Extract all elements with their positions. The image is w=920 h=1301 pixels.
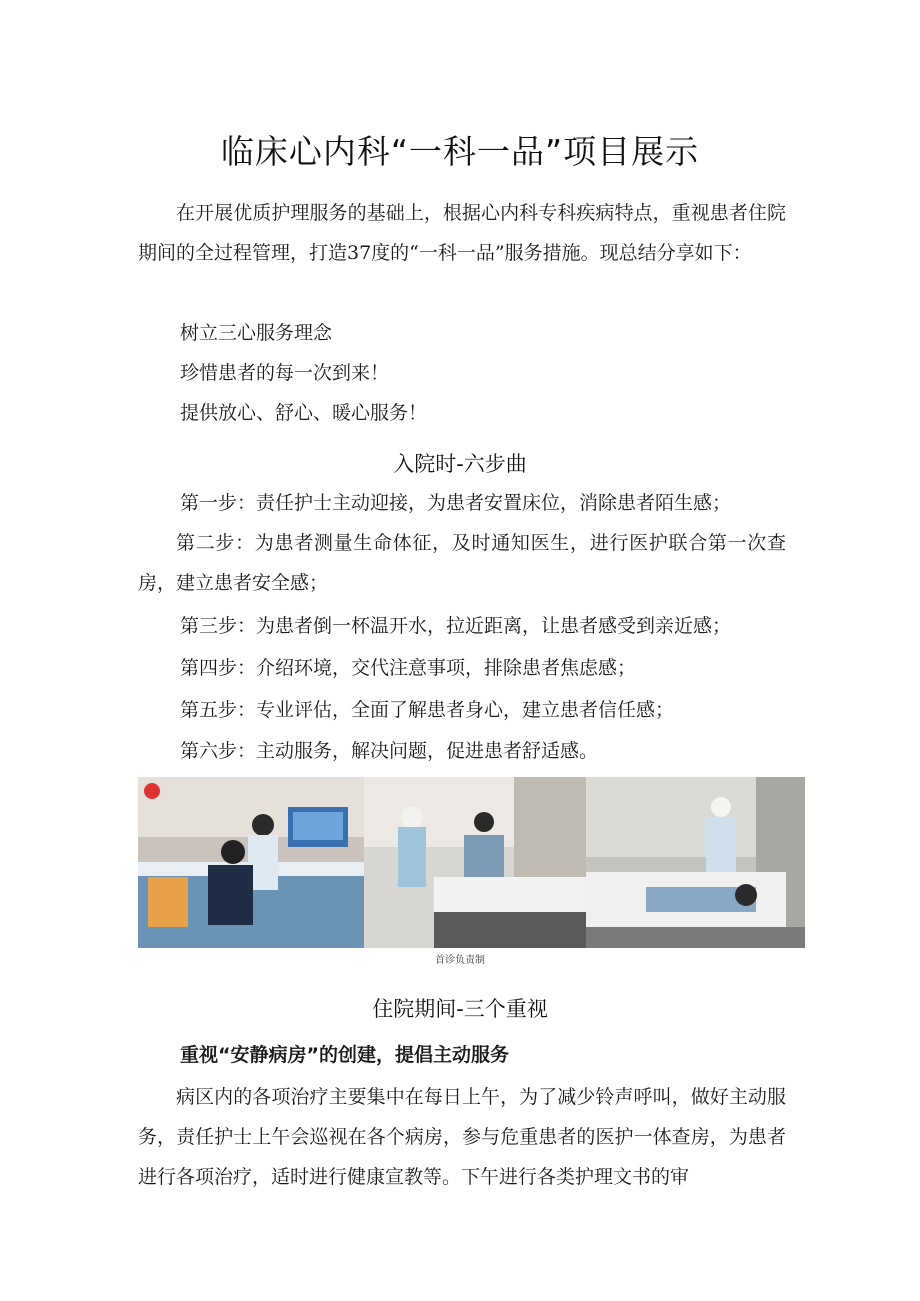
step-6: 第六步：主动服务，解决问题，促进患者舒适感。 — [180, 740, 599, 762]
step-4: 第四步：介绍环境，交代注意事项，排除患者焦虑感； — [180, 657, 637, 679]
quiet-ward-paragraph: 病区内的各项治疗主要集中在每日上午，为了减少铃声呼叫，做好主动服务，责任护士上午会巡视在各个病房，参与危重患者的医护一体查房，为患者进行各项治疗，适时进行健康宣教等。下午进行各类护理文书的审 — [138, 1086, 786, 1188]
nurse-station-photo — [138, 777, 364, 948]
photo-strip — [138, 777, 805, 948]
subheading-quiet-ward: 重视“安静病房”的创建，提倡主动服务 — [180, 1044, 509, 1066]
ward-greeting-photo — [364, 777, 586, 948]
motto-line-1: 树立三心服务理念 — [180, 322, 333, 344]
bedside-care-photo — [586, 777, 805, 948]
page-title: 临床心内科“一科一品”项目展示 — [220, 132, 700, 171]
step-2: 第二步：为患者测量生命体征，及时通知医生，进行医护联合第一次查房，建立患者安全感； — [138, 532, 786, 594]
step-1: 第一步：责任护士主动迎接，为患者安置床位，消除患者陌生感； — [180, 492, 732, 514]
step-3: 第三步：为患者倒一杯温开水，拉近距离，让患者感受到亲近感； — [180, 615, 732, 637]
section-heading-admission: 入院时-六步曲 — [393, 452, 527, 476]
motto-line-3: 提供放心、舒心、暖心服务！ — [180, 402, 428, 424]
step-5: 第五步：专业评估，全面了解患者身心，建立患者信任感； — [180, 699, 675, 721]
intro-paragraph: 在开展优质护理服务的基础上，根据心内科专科疾病特点，重视患者住院期间的全过程管理，打造37度的“一科一品”服务措施。现总结分享如下： — [138, 202, 786, 264]
photo-caption: 首诊负责制 — [435, 955, 485, 966]
motto-line-2: 珍惜患者的每一次到来！ — [180, 362, 390, 384]
section-heading-hospitalization: 住院期间-三个重视 — [372, 997, 548, 1021]
